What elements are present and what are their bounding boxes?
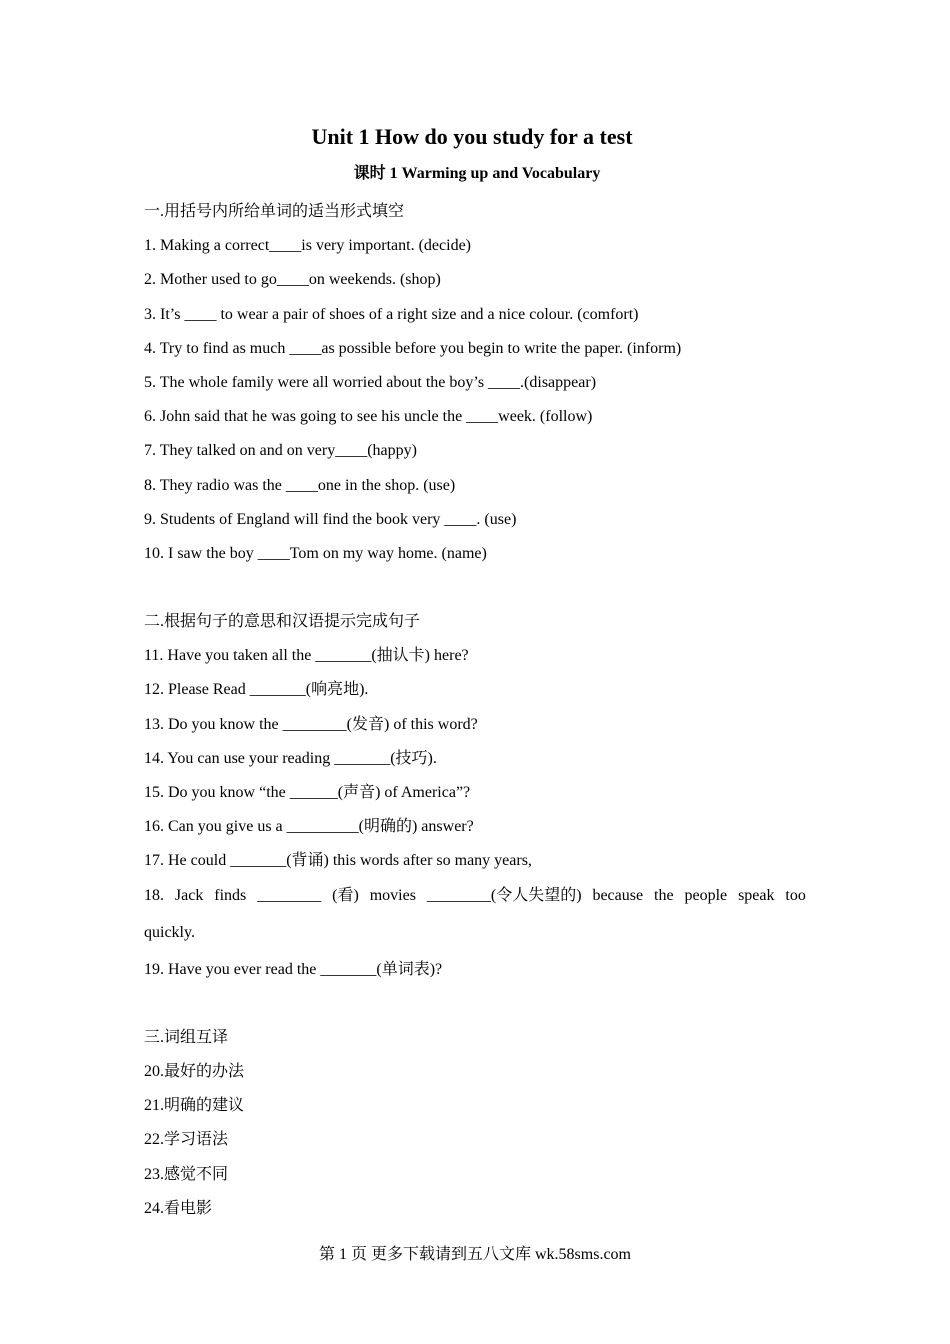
question-14: 14. You can use your reading _______(技巧). <box>144 749 437 767</box>
question-11: 11. Have you taken all the _______(抽认卡) here? <box>144 647 469 665</box>
phrase-20: 20.最好的办法 <box>144 1062 245 1080</box>
phrase-23: 23.感觉不同 <box>144 1165 229 1183</box>
q18-word: ________(令人失望的) <box>426 886 582 904</box>
question-10: 10. I saw the boy ____Tom on my way home. (name) <box>144 544 487 562</box>
phrase-21: 21.明确的建议 <box>144 1097 245 1115</box>
q18-word: because <box>592 886 644 904</box>
question-6: 6. John said that he was going to see his uncle the ____week. (follow) <box>144 408 593 426</box>
phrase-24: 24.看电影 <box>144 1199 213 1217</box>
section-spacer <box>144 571 806 605</box>
q18-word: Jack <box>174 886 204 904</box>
question-17: 17. He could _______(背诵) this words after so many years, <box>144 852 532 870</box>
question-18-continuation: quickly. <box>144 923 195 941</box>
question-7: 7. They talked on and on very____(happy) <box>144 442 417 460</box>
question-4: 4. Try to find as much ____as possible before you begin to write the paper. (inform) <box>144 339 682 357</box>
question-15: 15. Do you know “the ______(声音) of America”? <box>144 784 471 801</box>
q18-word: the <box>654 886 674 904</box>
page-footer: 第 1 页 更多下载请到五八文库 wk.58sms.com <box>318 1246 631 1263</box>
question-8: 8. They radio was the ____one in the shop. (use) <box>144 476 456 494</box>
q18-word: movies <box>369 886 416 904</box>
question-19: 19. Have you ever read the _______(单词表)? <box>144 960 443 978</box>
q18-word: (看) <box>332 886 359 904</box>
q18-word: finds <box>214 886 247 904</box>
question-13: 13. Do you know the ________(发音) of this word? <box>144 715 478 733</box>
q18-word: people <box>684 886 728 904</box>
section-2-heading: 二.根据句子的意思和汉语提示完成句子 <box>144 613 421 631</box>
worksheet-body <box>144 195 806 1226</box>
section-1-heading: 一.用括号内所给单词的适当形式填空 <box>144 203 405 220</box>
question-12: 12. Please Read _______(响亮地). <box>144 681 369 699</box>
q18-word: ________ <box>257 886 322 904</box>
phrase-22: 22.学习语法 <box>144 1131 229 1149</box>
question-5: 5. The whole family were all worried about the boy’s ____.(disappear) <box>144 373 597 391</box>
question-16: 16. Can you give us a _________(明确的) answer? <box>144 818 474 836</box>
q18-word: too <box>785 886 806 904</box>
q18-word: 18. <box>144 886 164 904</box>
question-1: 1. Making a correct____is very important. (decide) <box>144 237 471 255</box>
question-3: 3. It’s ____ to wear a pair of shoes of a right size and a nice colour. (comfort) <box>144 305 639 323</box>
page-subtitle: 课时 1 Warming up and Vocabulary <box>353 165 601 182</box>
section-spacer <box>144 987 806 1021</box>
question-2: 2. Mother used to go____on weekends. (shop) <box>144 271 441 289</box>
q18-word: speak <box>738 886 775 904</box>
question-9: 9. Students of England will find the book very ____. (use) <box>144 510 517 528</box>
page-title: Unit 1 How do you study for a test <box>311 124 633 149</box>
question-18 <box>144 879 806 913</box>
section-3-heading: 三.词组互译 <box>144 1028 229 1046</box>
